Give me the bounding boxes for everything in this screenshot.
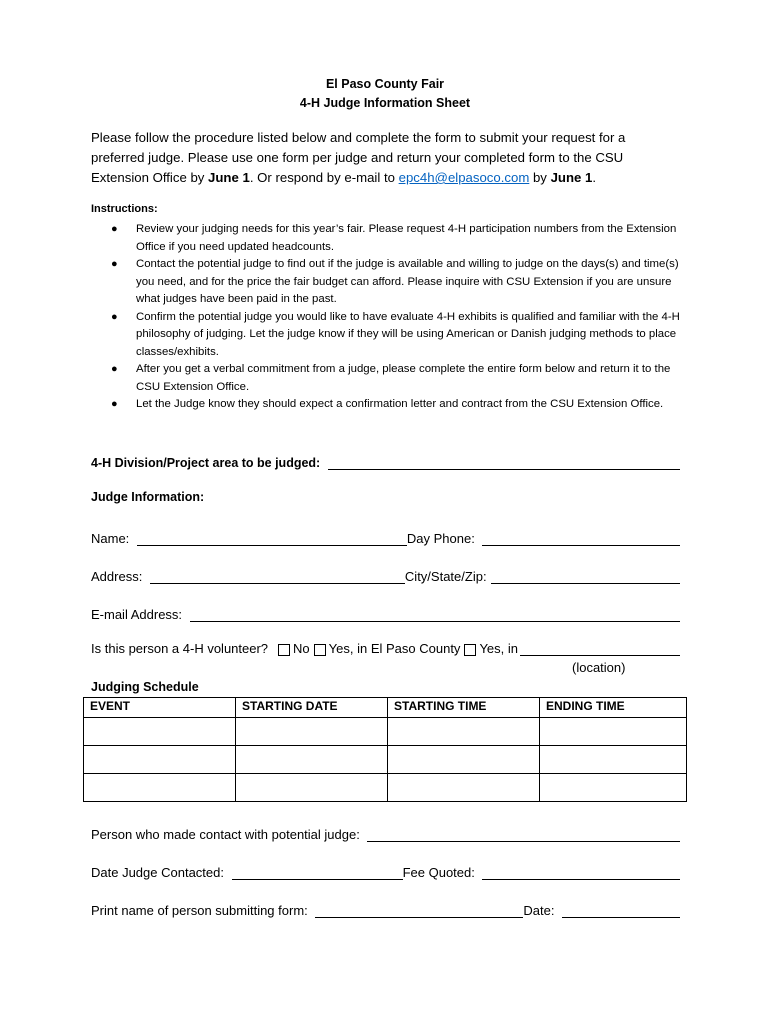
list-item [91,361,681,396]
column-header: STARTING TIME [388,698,540,718]
list-item [91,396,681,414]
fee-quoted-field[interactable] [482,864,680,880]
date-contacted-label: Date Judge Contacted: [91,865,228,880]
address-field[interactable] [150,568,405,584]
division-label: 4-H Division/Project area to be judged: [91,456,324,470]
email-row [91,602,680,622]
division-field[interactable] [328,454,680,470]
date-contacted-field[interactable] [232,864,403,880]
judge-info-heading: Judge Information: [91,490,205,504]
bullet-icon: ● [111,398,118,410]
intro-text: . Or respond by e-mail to [249,170,399,185]
list-item [91,256,681,309]
volunteer-row [91,640,680,656]
address-row [91,564,680,584]
date-fee-row [91,860,680,880]
address-label: Address: [91,569,146,584]
column-header: ENDING TIME [540,698,687,718]
start-time-cell[interactable] [388,746,540,774]
city-state-zip-label: City/State/Zip: [404,569,487,584]
end-time-cell[interactable] [540,718,687,746]
column-header: EVENT [84,698,236,718]
instruction-text: After you get a verbal commitment from a judge, please complete the entire form below and return it to the CSU Extension Office. [136,363,671,393]
date-field[interactable] [562,902,680,918]
contact-person-row [91,822,680,842]
event-cell[interactable] [84,718,236,746]
intro-paragraph [91,128,681,188]
date-label: Date: [523,903,559,918]
name-field[interactable] [137,530,407,546]
start-date-cell[interactable] [236,774,388,802]
email-label: E-mail Address: [91,607,186,622]
contact-person-label: Person who made contact with potential judge: [91,827,364,842]
yes-county-label: Yes, in El Paso County [328,641,461,656]
start-time-cell[interactable] [388,774,540,802]
intro-text: Please follow the procedure listed below and complete the form to submit your request for a preferred judge. Please use one form per judge and return your completed form to the CSU Extension Office by [91,130,626,185]
event-cell[interactable] [84,774,236,802]
contact-person-field[interactable] [367,826,680,842]
division-row [91,450,680,470]
table-row [84,746,687,774]
intro-text: . [592,170,597,185]
document-subtitle: 4-H Judge Information Sheet [299,96,471,110]
name-label: Name: [91,531,133,546]
bullet-icon: ● [111,363,118,375]
day-phone-field[interactable] [482,530,680,546]
yes-other-label: Yes, in [479,641,518,656]
end-time-cell[interactable] [540,746,687,774]
start-time-cell[interactable] [388,718,540,746]
bullet-icon: ● [111,258,118,270]
bullet-icon: ● [111,310,118,323]
yes-county-checkbox[interactable] [314,644,326,656]
email-link[interactable]: epc4h@elpasoco.com [398,170,530,185]
print-name-label: Print name of person submitting form: [91,903,312,918]
yes-other-checkbox[interactable] [464,644,476,656]
no-label: No [293,641,310,656]
volunteer-question: Is this person a 4-H volunteer? [91,641,269,656]
table-row [84,718,687,746]
event-cell[interactable] [84,746,236,774]
print-name-field[interactable] [315,902,523,918]
instructions-list [91,221,681,414]
day-phone-label: Day Phone: [406,531,479,546]
deadline-text: June 1 [550,170,593,185]
name-phone-row [91,526,680,546]
submitter-row [91,898,680,918]
table-row [84,774,687,802]
location-field[interactable] [520,640,680,656]
fee-quoted-label: Fee Quoted: [402,865,479,880]
email-field[interactable] [190,606,680,622]
instruction-text: Let the Judge know they should expect a confirmation letter and contract from the CSU Extension Office. [136,398,664,410]
instruction-text: Confirm the potential judge you would like to have evaluate 4-H exhibits is qualified and familiar with the 4-H philosophy of judging. Let the judge know if they will be using American or Danish judging methods to place classes/exhibits. [136,310,680,358]
column-header: STARTING DATE [236,698,388,718]
instruction-text: Review your judging needs for this year’s fair. Please request 4-H participation numbers from the Extension Office if you need updated headcounts. [136,223,677,253]
schedule-heading: Judging Schedule [91,680,199,694]
city-state-zip-field[interactable] [491,568,680,584]
start-date-cell[interactable] [236,746,388,774]
no-checkbox[interactable] [278,644,290,656]
document-title: El Paso County Fair [325,77,445,91]
end-time-cell[interactable] [540,774,687,802]
instruction-text: Contact the potential judge to find out if the judge is available and willing to judge on the days(s) and time(s) you need, and for the price the fair budget can afford. Please inquire with CSU Extension if you are unsure what judges have been paid in the past. [136,258,679,305]
bullet-icon: ● [111,223,118,235]
list-item [91,221,681,256]
instructions-heading: Instructions: [91,203,158,215]
schedule-table [83,697,687,802]
intro-text: by [529,170,551,185]
start-date-cell[interactable] [236,718,388,746]
list-item [91,309,681,362]
table-header-row [84,698,687,718]
location-caption: (location) [572,660,626,675]
deadline-text: June 1 [208,170,250,185]
